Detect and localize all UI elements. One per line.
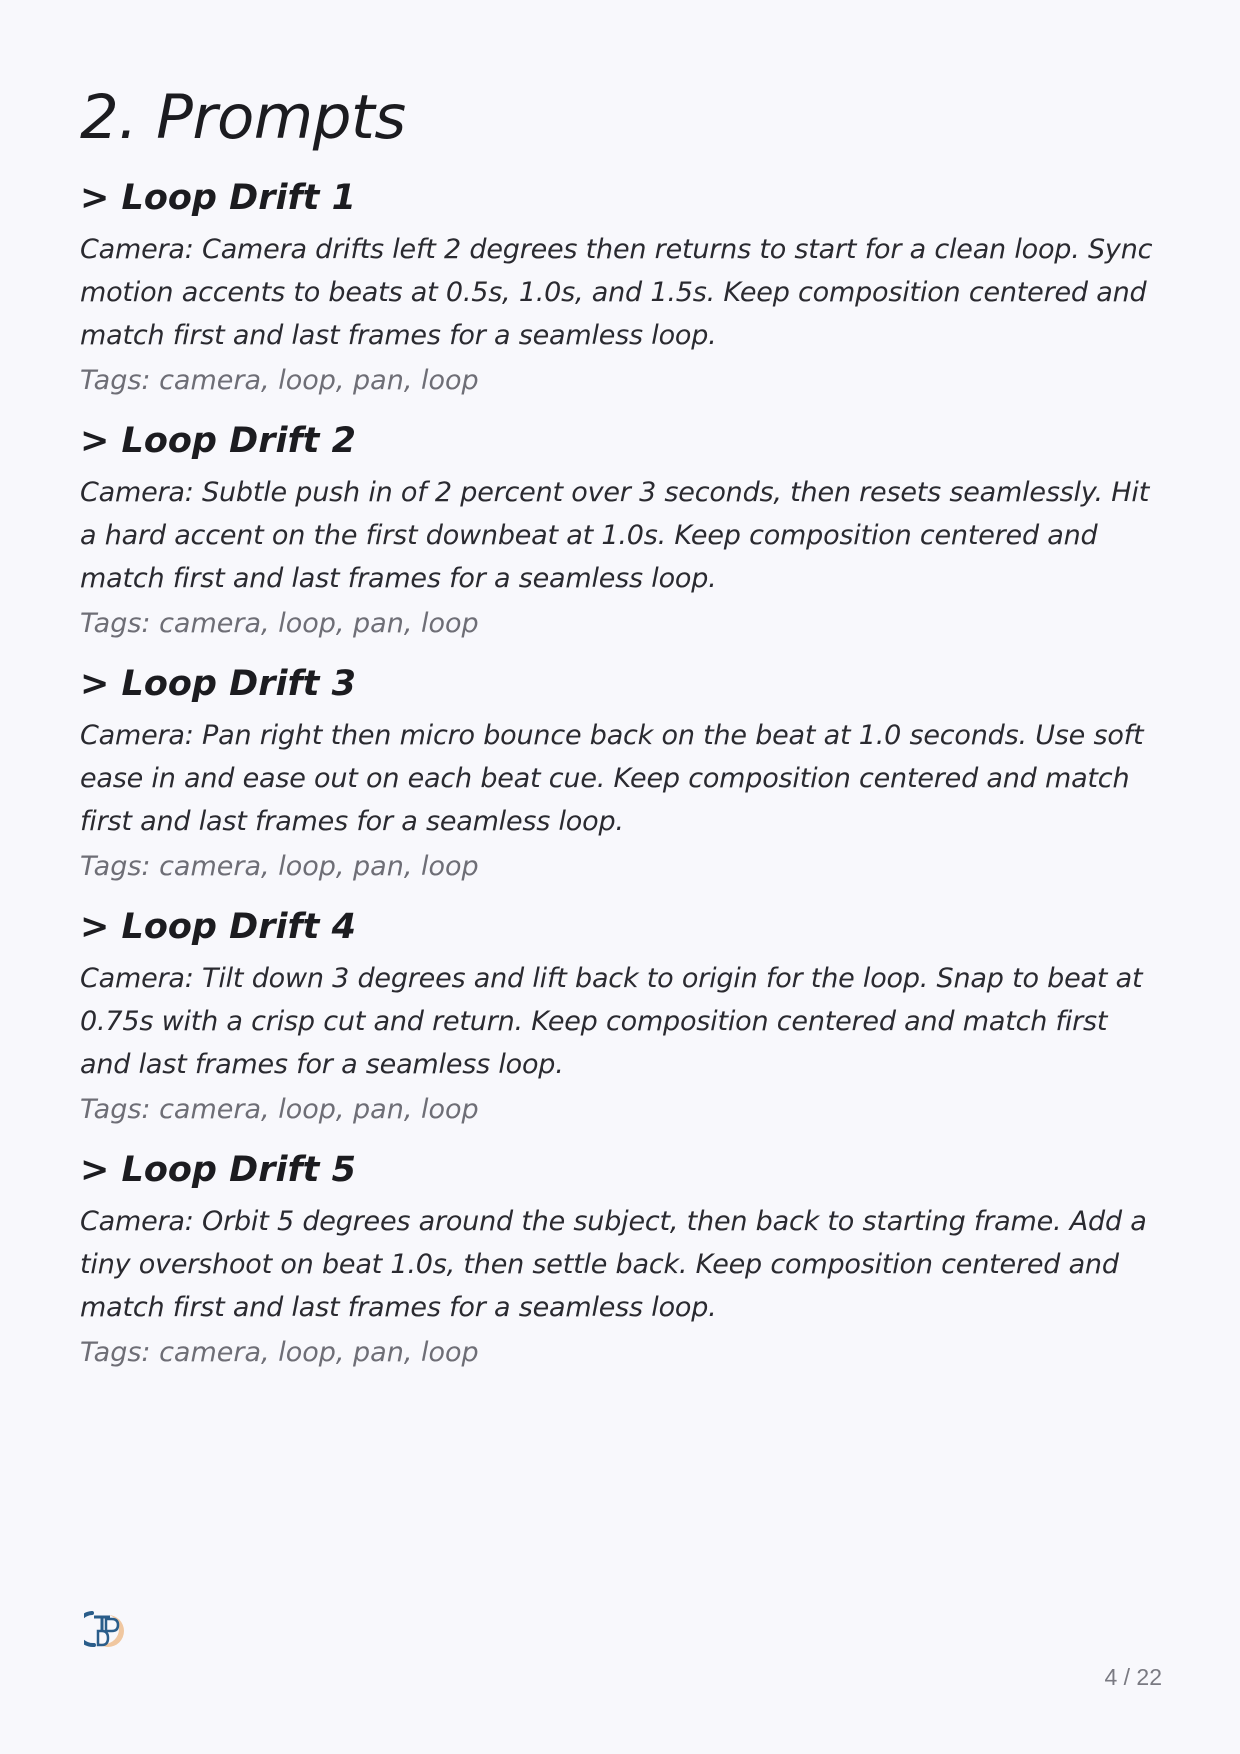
prompt-body: Camera: Camera drifts left 2 degrees then returns to start for a clean loop. Sync motion accents to beats at 0.5s, 1.0s, and 1.5s. Keep composition centered and match first and last frames for a seamless loop. (80, 234, 1153, 351)
page-number: 4 / 22 (1104, 1664, 1162, 1690)
page-title: 2. Prompts (80, 82, 406, 153)
prompt-body: Camera: Tilt down 3 degrees and lift back to origin for the loop. Snap to beat at 0.75s with a crisp cut and return. Keep composition centered and match first and last frames for a seamless loop. (80, 963, 1143, 1080)
prompt-body: Camera: Subtle push in of 2 percent over 3 seconds, then resets seamlessly. Hit a hard accent on the first downbeat at 1.0s. Keep composition centered and match first and last frames for a seamless loop. (80, 477, 1150, 594)
prompt-heading: > Loop Drift 1 (80, 178, 356, 218)
prompt-body: Camera: Pan right then micro bounce back on the beat at 1.0 seconds. Use soft ease in and ease out on each beat cue. Keep composition centered and match first and last frames for a seamless loop. (80, 720, 1144, 837)
prompt-tags: Tags: camera, loop, pan, loop (80, 608, 479, 639)
prompt-tags: Tags: camera, loop, pan, loop (80, 1094, 479, 1125)
prompt-heading: > Loop Drift 2 (80, 421, 356, 461)
prompt-item (80, 417, 1160, 646)
prompt-item (80, 1146, 1160, 1375)
prompt-item (80, 174, 1160, 403)
prompt-tags: Tags: camera, loop, pan, loop (80, 1337, 479, 1368)
prompt-heading: > Loop Drift 3 (80, 664, 356, 704)
prompt-body: Camera: Orbit 5 degrees around the subject, then back to starting frame. Add a tiny overshoot on beat 1.0s, then settle back. Keep composition centered and match first and last frames for a seamless loop. (80, 1206, 1147, 1323)
prompt-heading: > Loop Drift 5 (80, 1150, 356, 1190)
prompt-heading: > Loop Drift 4 (80, 907, 356, 947)
page-content (80, 80, 1160, 1389)
prompt-tags: Tags: camera, loop, pan, loop (80, 851, 479, 882)
brand-logo (84, 1607, 128, 1651)
prompt-item (80, 660, 1160, 889)
prompt-tags: Tags: camera, loop, pan, loop (80, 365, 479, 396)
logo-mark-icon (84, 1607, 128, 1651)
prompt-item (80, 903, 1160, 1132)
